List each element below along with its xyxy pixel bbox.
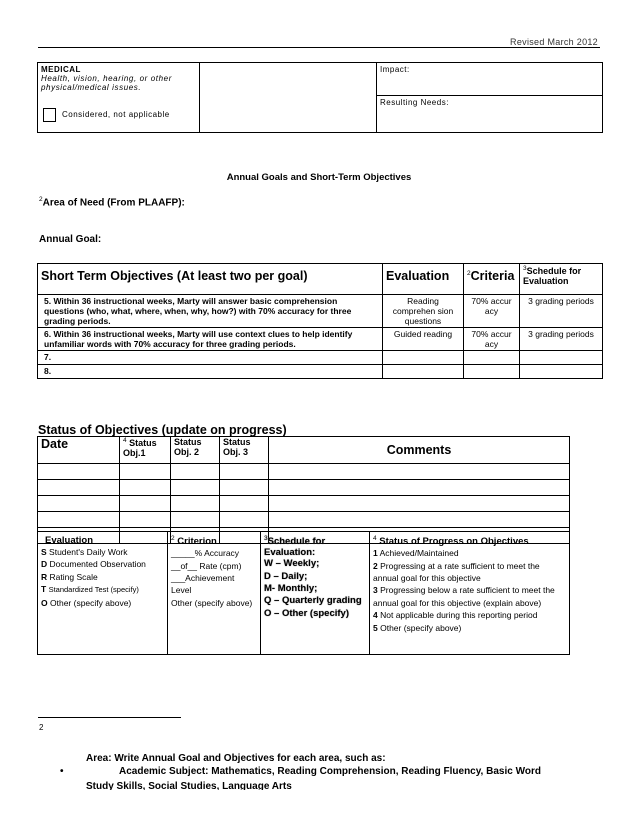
criterion-line: Level bbox=[171, 585, 192, 596]
medical-cell bbox=[38, 63, 200, 133]
legend-code: R bbox=[41, 571, 48, 582]
criterion-line: ___Achievement bbox=[171, 572, 235, 583]
needs-label: Resulting Needs: bbox=[380, 98, 449, 107]
legend-text: Rating Scale bbox=[49, 571, 98, 582]
progress-text: Progressing below a rate sufficient to meet the annual goal for this objective (explain above) bbox=[373, 585, 555, 608]
col-date: Date bbox=[38, 437, 120, 464]
progress-item bbox=[373, 622, 566, 634]
legend-progress-title bbox=[373, 535, 566, 547]
legend-criterion-title bbox=[171, 535, 257, 547]
criterion-sup: 2 bbox=[171, 535, 175, 542]
medical-subtitle: Health, vision, hearing, or other physical/medical issues. bbox=[41, 74, 172, 92]
status-cell[interactable] bbox=[171, 496, 220, 512]
objective-schedule[interactable]: 3 grading periods bbox=[520, 295, 603, 328]
objective-criteria[interactable]: 70% accur acy bbox=[464, 295, 520, 328]
goals-heading: Annual Goals and Short-Term Objectives bbox=[226, 172, 412, 183]
objective-evaluation[interactable]: Guided reading bbox=[383, 328, 464, 351]
objective-schedule[interactable]: 3 grading periods bbox=[520, 328, 603, 351]
status-cell[interactable] bbox=[120, 480, 171, 496]
progress-code: 5 bbox=[373, 622, 378, 633]
legend-item bbox=[41, 583, 164, 596]
objective-schedule[interactable] bbox=[520, 365, 603, 379]
col-evaluation: Evaluation bbox=[383, 264, 464, 295]
considered-row bbox=[41, 108, 196, 122]
footnote-number: 2 bbox=[39, 723, 44, 732]
col-status-obj3: Status Obj. 3 bbox=[220, 437, 269, 464]
schedule-sup: 3 bbox=[523, 265, 527, 272]
area-of-need bbox=[39, 196, 185, 208]
legend-schedule-title bbox=[264, 535, 366, 558]
legend-code: S bbox=[41, 547, 47, 557]
progress-item bbox=[373, 547, 566, 559]
impact-label: Impact: bbox=[380, 65, 410, 74]
status-row bbox=[38, 464, 570, 480]
criterion-line: Other (specify above) bbox=[171, 597, 253, 608]
status-cell[interactable] bbox=[269, 512, 570, 528]
progress-text: Other (specify above) bbox=[380, 622, 462, 633]
status-cell[interactable] bbox=[269, 480, 570, 496]
status-cell[interactable] bbox=[38, 512, 120, 528]
status-cell[interactable] bbox=[269, 464, 570, 480]
status-cell[interactable] bbox=[220, 464, 269, 480]
objective-row bbox=[38, 295, 603, 328]
objective-evaluation[interactable]: Reading comprehen sion questions bbox=[383, 295, 464, 328]
footnote-rule bbox=[38, 717, 181, 718]
progress-text: Progressing at a rate sufficient to meet the annual goal for this objective bbox=[373, 560, 540, 583]
col-schedule bbox=[520, 264, 603, 295]
objective-text[interactable]: 5. Within 36 instructional weeks, Marty will answer basic comprehension questions (who, what, where, when, why, how?) with 70% accuracy for three grading periods. bbox=[38, 295, 383, 328]
objective-text[interactable]: 7. bbox=[38, 351, 383, 365]
col-criteria bbox=[464, 264, 520, 295]
status-cell[interactable] bbox=[171, 464, 220, 480]
area-label: Area of Need (From PLAAFP): bbox=[42, 197, 185, 209]
objectives-table bbox=[37, 263, 603, 379]
schedule-legend-sup: 3 bbox=[264, 535, 268, 542]
obj1-sup: 4 bbox=[123, 437, 127, 444]
status-row bbox=[38, 512, 570, 528]
revised-date: Revised March 2012 bbox=[510, 37, 598, 47]
progress-text: Achieved/Maintained bbox=[379, 548, 459, 559]
schedule-line: W – Weekly; bbox=[264, 558, 320, 570]
footnote-line-3: Study Skills, Social Studies, Language Arts bbox=[86, 781, 292, 790]
schedule-line: Q – Quarterly grading bbox=[264, 595, 362, 607]
objective-text[interactable]: 6. Within 36 instructional weeks, Marty will use context clues to help identify unfamiliar words with 70% accuracy for three grading periods. bbox=[38, 328, 383, 351]
objective-text[interactable]: 8. bbox=[38, 365, 383, 379]
needs-cell[interactable] bbox=[377, 96, 603, 133]
col-objectives: Short Term Objectives (At least two per goal) bbox=[38, 264, 383, 295]
progress-sup: 4 bbox=[373, 535, 377, 542]
progress-text: Not applicable during this reporting period bbox=[380, 610, 538, 621]
legend-text: Other (specify above) bbox=[50, 597, 132, 608]
objective-schedule[interactable] bbox=[520, 351, 603, 365]
status-cell[interactable] bbox=[120, 496, 171, 512]
status-cell[interactable] bbox=[38, 496, 120, 512]
objective-row bbox=[38, 351, 603, 365]
status-cell[interactable] bbox=[38, 480, 120, 496]
area-sup: 2 bbox=[39, 196, 43, 203]
legend-item bbox=[41, 571, 164, 583]
col-comments: Comments bbox=[269, 437, 570, 464]
criterion-line: _____% Accuracy bbox=[171, 548, 240, 559]
objective-row bbox=[38, 365, 603, 379]
status-row bbox=[38, 480, 570, 496]
impact-cell[interactable] bbox=[377, 63, 603, 96]
considered-label: Considered, not applicable bbox=[62, 110, 170, 120]
status-cell[interactable] bbox=[171, 512, 220, 528]
status-cell[interactable] bbox=[120, 512, 171, 528]
legend-code: D bbox=[41, 559, 48, 570]
obj1-label: Status Obj.1 bbox=[123, 438, 157, 458]
progress-title: Status of Progress on Objectives bbox=[379, 536, 529, 548]
progress-item bbox=[373, 609, 566, 621]
progress-code: 1 bbox=[373, 548, 378, 559]
objective-row bbox=[38, 328, 603, 351]
legend-progress bbox=[370, 532, 570, 655]
schedule-line: D – Daily; bbox=[264, 570, 308, 582]
legend-item bbox=[41, 597, 164, 609]
status-cell[interactable] bbox=[269, 496, 570, 512]
status-cell[interactable] bbox=[171, 480, 220, 496]
legend-table bbox=[37, 531, 570, 655]
legend-text: Student's Daily Work bbox=[49, 547, 128, 557]
schedule-legend-title: Schedule for Evaluation: bbox=[264, 536, 326, 559]
schedule-label: Schedule for Evaluation bbox=[523, 266, 582, 286]
legend-schedule bbox=[261, 532, 370, 655]
legend-item bbox=[41, 546, 164, 558]
legend-evaluation bbox=[38, 532, 168, 655]
progress-item bbox=[373, 584, 566, 609]
medical-title: MEDICAL bbox=[41, 65, 81, 74]
legend-text: Documented Observation bbox=[49, 559, 146, 570]
objective-criteria[interactable] bbox=[464, 351, 520, 365]
objective-evaluation[interactable] bbox=[383, 351, 464, 365]
status-cell[interactable] bbox=[220, 480, 269, 496]
legend-code: O bbox=[41, 597, 48, 608]
col-status-obj2: Status Obj. 2 bbox=[171, 437, 220, 464]
objective-criteria[interactable] bbox=[464, 365, 520, 379]
legend-item bbox=[41, 558, 164, 570]
status-table bbox=[37, 436, 570, 544]
legend-criterion bbox=[168, 532, 261, 655]
schedule-line: M- Monthly; bbox=[264, 582, 318, 594]
criterion-line: __of__ Rate (cpm) bbox=[171, 560, 242, 571]
criteria-sup: 2 bbox=[467, 269, 471, 277]
criteria-label: Criteria bbox=[470, 269, 515, 283]
footnote-line-2: Academic Subject: Mathematics, Reading Comprehension, Reading Fluency, Basic Word bbox=[119, 766, 541, 777]
legend-evaluation-title: Evaluation bbox=[45, 535, 94, 546]
criterion-title: Criterion bbox=[177, 536, 217, 548]
considered-checkbox[interactable] bbox=[43, 108, 56, 122]
progress-item bbox=[373, 560, 566, 585]
col-status-obj1 bbox=[120, 437, 171, 464]
status-row bbox=[38, 496, 570, 512]
progress-code: 3 bbox=[373, 585, 378, 596]
status-title: Status of Objectives (update on progress) bbox=[38, 423, 287, 437]
legend-text: Standardized Test (specify) bbox=[48, 585, 139, 595]
bullet-icon: • bbox=[60, 766, 64, 777]
schedule-line: O – Other (specify) bbox=[264, 607, 349, 619]
status-cell[interactable] bbox=[38, 464, 120, 480]
status-cell[interactable] bbox=[220, 512, 269, 528]
progress-code: 4 bbox=[373, 610, 378, 621]
objective-evaluation[interactable] bbox=[383, 365, 464, 379]
status-cell[interactable] bbox=[220, 496, 269, 512]
objective-criteria[interactable]: 70% accur acy bbox=[464, 328, 520, 351]
annual-goal: Annual Goal: bbox=[39, 234, 102, 245]
legend-code: T bbox=[41, 584, 47, 595]
status-cell[interactable] bbox=[120, 464, 171, 480]
progress-code: 2 bbox=[373, 560, 378, 571]
footnote-line-1: Area: Write Annual Goal and Objectives for each area, such as: bbox=[86, 753, 386, 764]
medical-blank-cell[interactable] bbox=[200, 63, 377, 133]
medical-table bbox=[37, 62, 603, 133]
header-rule bbox=[38, 47, 600, 48]
